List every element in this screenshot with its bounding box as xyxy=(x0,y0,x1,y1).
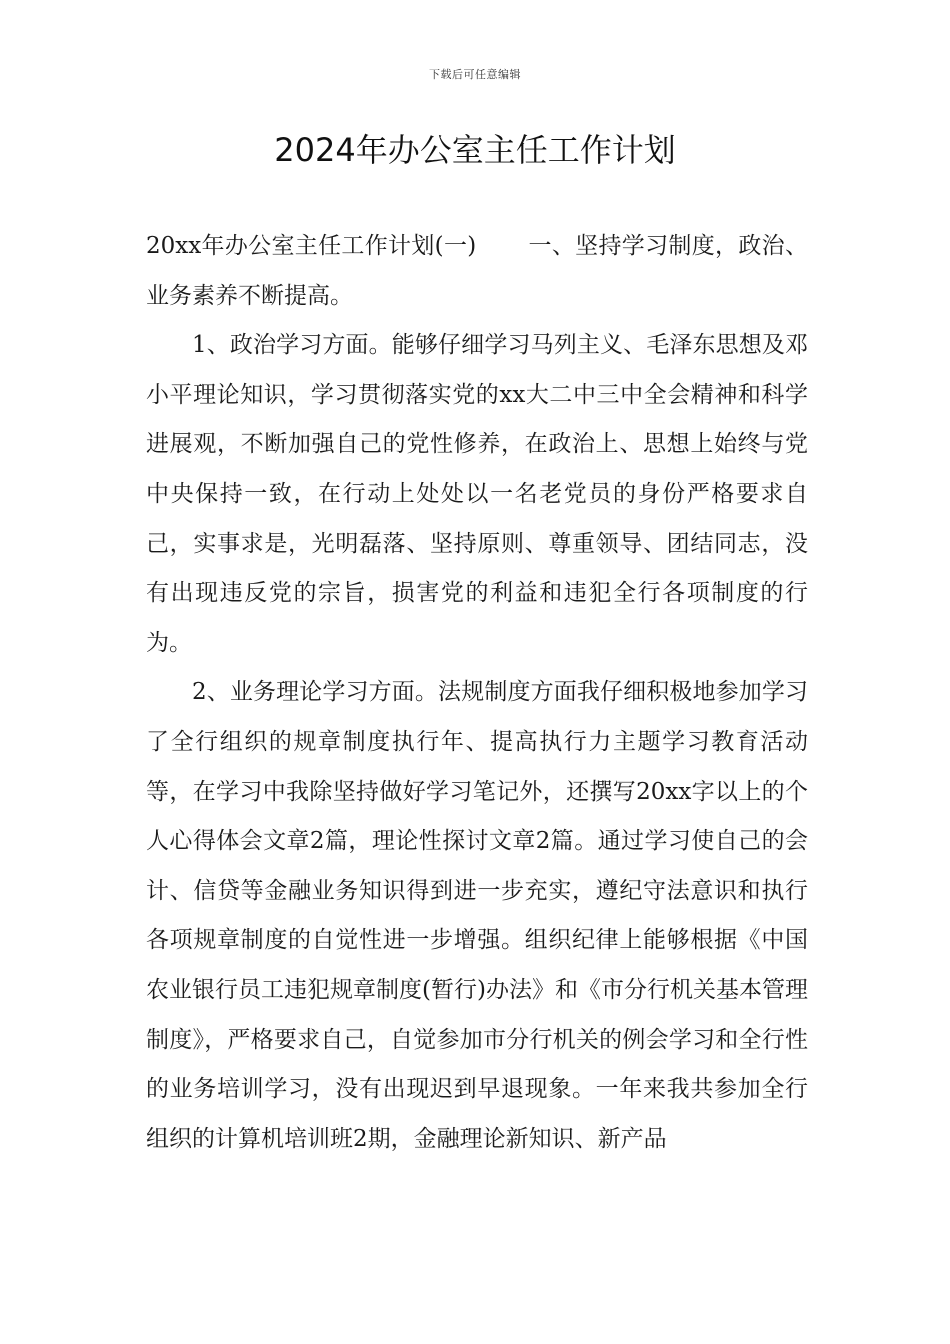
page-header-note: 下载后可任意编辑 xyxy=(429,68,521,81)
intro-paragraph xyxy=(146,222,808,321)
document-subtitle: 20xx年办公室主任工作计划(一) xyxy=(146,233,477,259)
paragraph-business-study: 2、业务理论学习方面。法规制度方面我仔细积极地参加学习了全行组织的规章制度执行年、提高执行力主题学习教育活动等，在学习中我除坚持做好学习笔记外，还撰写20xx字以上的个人心得体会文章2篇，理论性探讨文章2篇。通过学习使自己的会计、信贷等金融业务知识得到进一步充实，遵纪守法意识和执行各项规章制度的自觉性进一步增强。组织纪律上能够根据《中国农业银行员工违犯规章制度(暂行)办法》和《市分行机关基本管理制度》，严格要求自己，自觉参加市分行机关的例会学习和全行性的业务培训学习，没有出现迟到早退现象。一年来我共参加全行组织的计算机培训班2期，金融理论新知识、新产品 xyxy=(146,679,808,1152)
document-body xyxy=(146,222,808,1164)
paragraph-political-study: 1、政治学习方面。能够仔细学习马列主义、毛泽东思想及邓小平理论知识，学习贯彻落实党的xx大二中三中全会精神和科学进展观，不断加强自己的党性修养，在政治上、思想上始终与党中央保持一致，在行动上处处以一名老党员的身份严格要求自己，实事求是，光明磊落、坚持原则、尊重领导、团结同志，没有出现违反党的宗旨，损害党的利益和违犯全行各项制度的行为。 xyxy=(146,332,808,656)
document-title: 2024年办公室主任工作计划 xyxy=(274,131,676,169)
section-heading: 一、坚持学习制度，政治、业务素养不断提高。 xyxy=(146,233,808,309)
